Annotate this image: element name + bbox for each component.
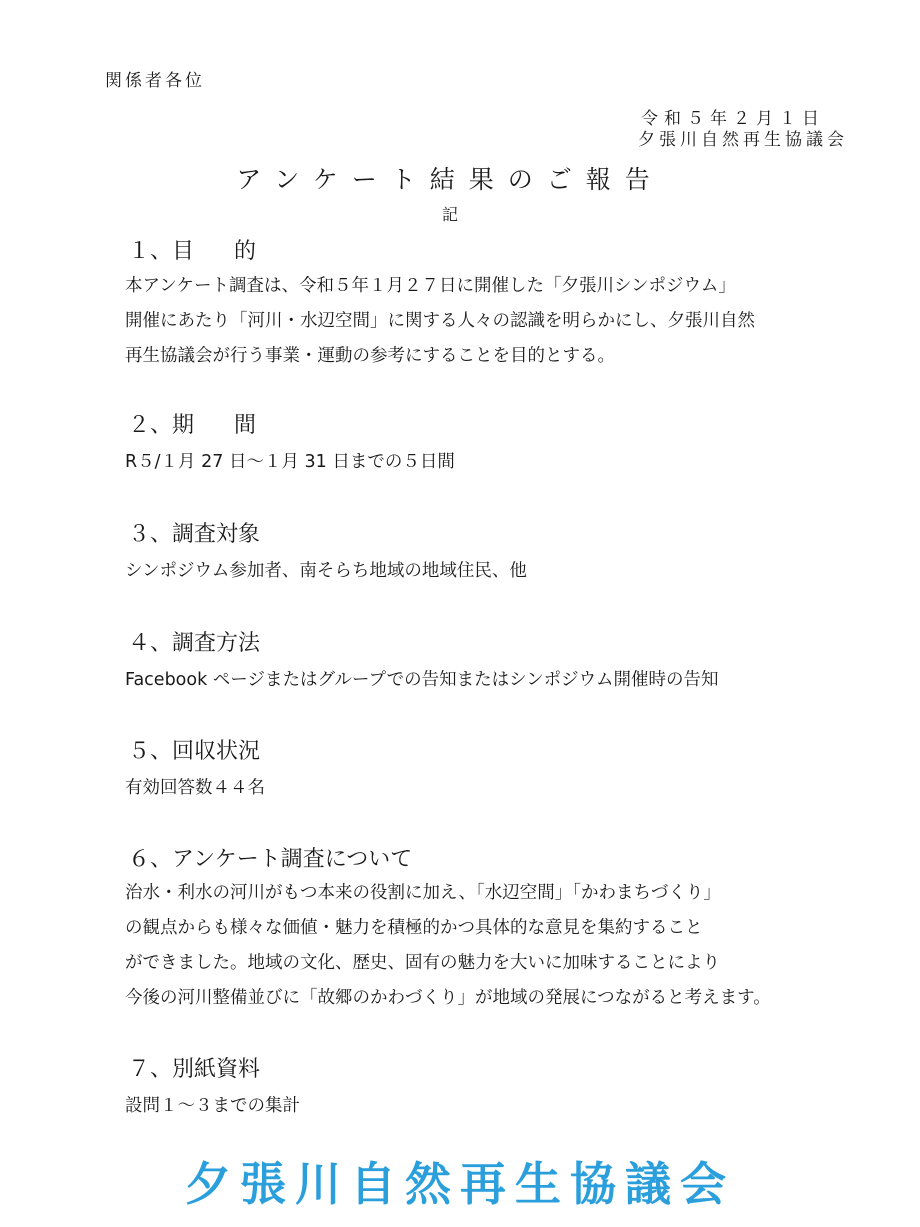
section-body-target (125, 554, 527, 589)
body-line: の観点からも様々な価値・魅力を積極的かつ具体的な意見を集約すること (125, 918, 703, 938)
heading-char: 目 (172, 239, 195, 264)
body-line: Facebook ページまたはグループでの告知またはシンポジウム開催時の告知 (125, 670, 719, 690)
addressee: 関係者各位 (105, 71, 205, 91)
section-number: ５、 (128, 739, 173, 764)
body-line: 治水・利水の河川がもつ本来の役割に加え、「水辺空間」「かわまちづくり」 (125, 883, 721, 903)
body-line: 設問１〜３までの集計 (125, 1096, 300, 1116)
document-date: 令和５年２月１日 (641, 109, 825, 129)
section-body-collection (125, 771, 265, 806)
body-line: 開催にあたり「河川・水辺空間」に関する人々の認識を明らかにし、夕張川自然 (125, 311, 755, 331)
section-body-survey-notes (125, 876, 771, 1016)
section-body-purpose (125, 269, 755, 374)
body-line: 本アンケート調査は、令和５年１月２７日に開催した「夕張川シンポジウム」 (125, 276, 736, 296)
section-number: ３、 (128, 522, 173, 547)
section-body-attachments (125, 1089, 300, 1124)
section-number: ４、 (128, 631, 173, 656)
heading-char: 間 (234, 413, 257, 438)
section-heading-purpose (128, 234, 256, 265)
section-body-period (125, 445, 455, 480)
section-heading-collection (128, 734, 260, 765)
body-line: R５/１月 27 日〜１月 31 日までの５日間 (125, 452, 455, 472)
section-heading-survey-notes (128, 842, 412, 873)
heading-text: 回収状況 (172, 739, 261, 764)
document-title: アンケート結果のご報告 (236, 165, 664, 194)
heading-text: アンケート調査について (172, 847, 413, 872)
section-heading-attachments (128, 1052, 260, 1083)
heading-char: 的 (234, 239, 257, 264)
section-heading-method (128, 626, 260, 657)
section-number: １、 (128, 239, 173, 264)
section-number: ７、 (128, 1057, 173, 1082)
body-line: 再生協議会が行う事業・運動の参考にすることを目的とする。 (125, 346, 615, 366)
section-heading-target (128, 517, 260, 548)
body-line: 有効回答数４４名 (125, 778, 265, 798)
section-number: ２、 (128, 413, 173, 438)
body-line: 今後の河川整備並びに「故郷のかわづくり」が地域の発展につながると考えます。 (125, 988, 771, 1008)
heading-text: 別紙資料 (172, 1057, 261, 1082)
body-line: ができました。地域の文化、歴史、固有の魅力を大いに加味することにより (125, 953, 720, 973)
section-number: ６、 (128, 847, 173, 872)
heading-text: 調査対象 (172, 522, 261, 547)
heading-char: 期 (172, 413, 195, 438)
ki-mark: 記 (441, 205, 458, 224)
sender-organization: 夕張川自然再生協議会 (638, 130, 848, 150)
section-body-method (125, 663, 718, 698)
footer-organization-logo: 夕張川自然再生協議会 (185, 1157, 735, 1211)
heading-text: 調査方法 (172, 631, 261, 656)
body-line: シンポジウム参加者、南そらち地域の地域住民、他 (125, 561, 527, 581)
section-heading-period (128, 408, 256, 439)
